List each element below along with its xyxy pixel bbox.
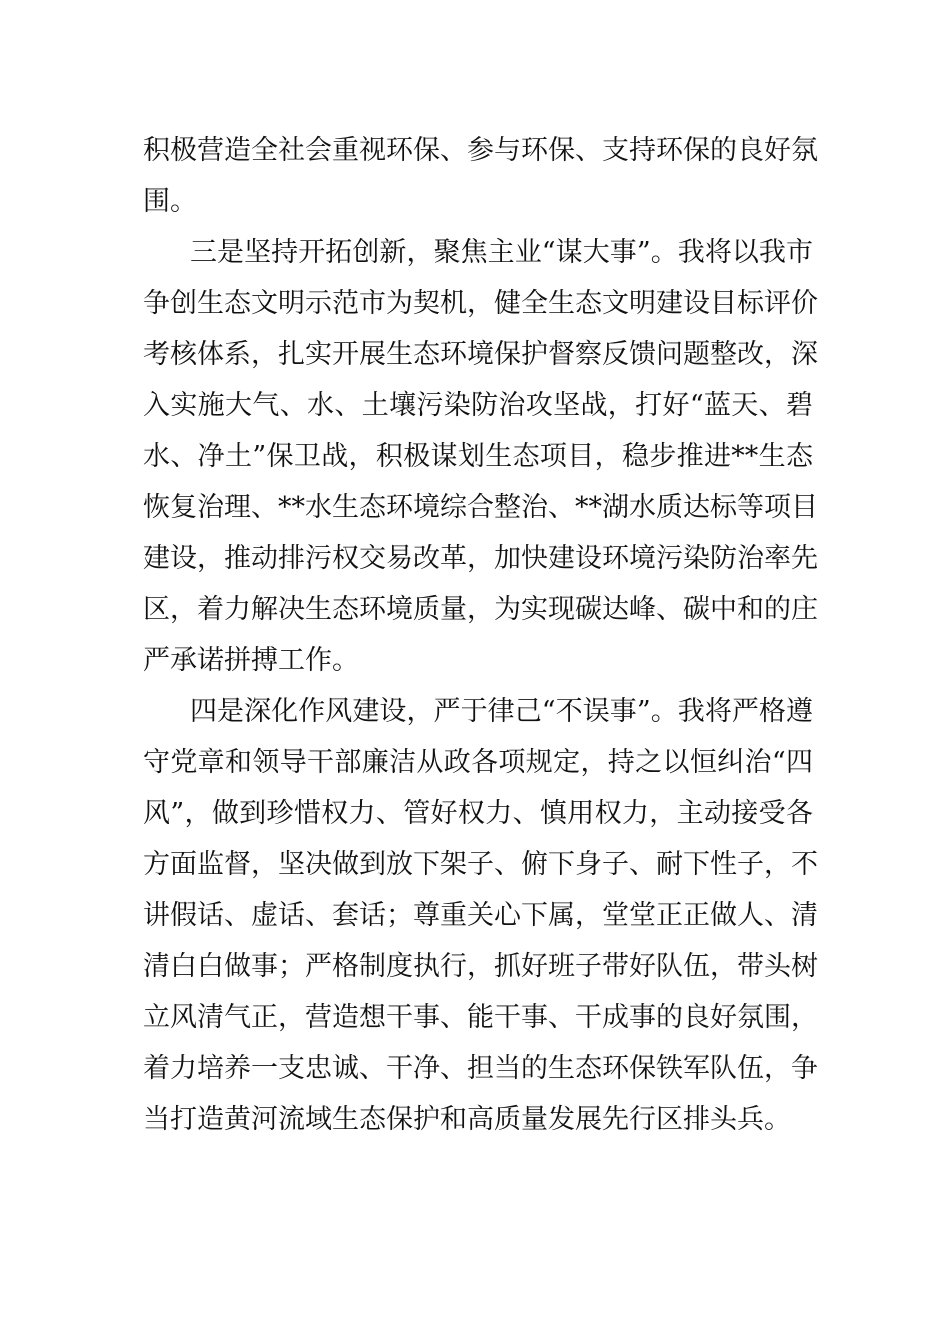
paragraph-start-line: 四是深化作风建设，严于律己“不误事”。我将严格遵 [190, 696, 813, 727]
text-line: 围。 [143, 186, 197, 217]
text-line: 当打造黄河流域生态保护和高质量发展先行区排头兵。 [143, 1104, 791, 1135]
text-line: 积极营造全社会重视环保、参与环保、支持环保的良好氛 [143, 135, 818, 166]
text-line: 守党章和领导干部廉洁从政各项规定，持之以恒纠治“四 [143, 747, 813, 778]
document-body [143, 125, 818, 1145]
text-line: 入实施大气、水、土壤污染防治攻坚战，打好“蓝天、碧 [143, 390, 813, 421]
paragraph-start-line: 三是坚持开拓创新，聚焦主业“谋大事”。我将以我市 [190, 237, 813, 268]
text-line: 恢复治理、**水生态环境综合整治、**湖水质达标等项目 [143, 492, 818, 523]
text-line: 争创生态文明示范市为契机，健全生态文明建设目标评价 [143, 288, 818, 319]
text-line: 建设，推动排污权交易改革，加快建设环境污染防治率先 [143, 543, 818, 574]
text-line: 水、净土”保卫战，积极谋划生态项目，稳步推进**生态 [143, 441, 813, 472]
text-line: 严承诺拼搏工作。 [143, 645, 359, 676]
text-line: 讲假话、虚话、套话；尊重关心下属，堂堂正正做人、清 [143, 900, 818, 931]
text-line: 着力培养一支忠诚、干净、担当的生态环保铁军队伍，争 [143, 1053, 818, 1084]
text-line: 方面监督，坚决做到放下架子、俯下身子、耐下性子，不 [143, 849, 818, 880]
text-line: 考核体系，扎实开展生态环境保护督察反馈问题整改，深 [143, 339, 818, 370]
text-line: 区，着力解决生态环境质量，为实现碳达峰、碳中和的庄 [143, 594, 818, 625]
text-line: 立风清气正，营造想干事、能干事、干成事的良好氛围， [143, 1002, 818, 1033]
text-line: 清白白做事；严格制度执行，抓好班子带好队伍，带头树 [143, 951, 818, 982]
text-line: 风”，做到珍惜权力、管好权力、慎用权力，主动接受各 [143, 798, 813, 829]
